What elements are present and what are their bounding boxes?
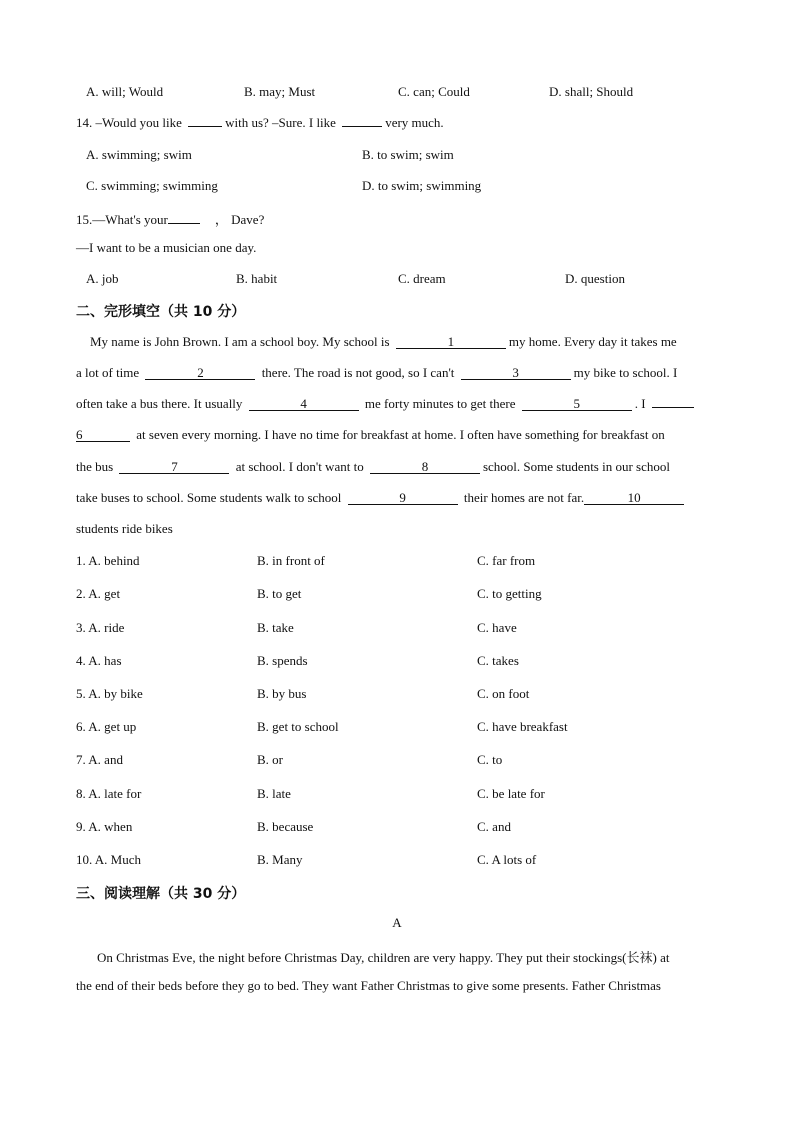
cloze-blank-3: 3 [461,366,571,380]
q13-option-d: D. shall; Should [549,84,634,99]
q14-blank-2 [342,126,382,127]
cloze-text: their homes are not far. [460,490,585,505]
cloze-q3-c: C. have [477,620,517,635]
cloze-q2-c: C. to getting [477,586,542,601]
q14-stem [76,115,444,131]
cloze-q6-a: 6. A. get up [76,719,137,734]
q15-blank [168,223,200,224]
cloze-q6-b: B. get to school [257,719,339,734]
cloze-line-2 [76,365,677,381]
cloze-line-3 [76,396,697,412]
cloze-q7-b: B. or [257,752,283,767]
cloze-text: my bike to school. I [573,365,678,380]
cloze-blank-10: 10 [584,491,684,505]
cloze-q3-b: B. take [257,620,294,635]
cloze-q9-c: C. and [477,819,511,834]
cloze-blank-6: 6 [76,428,130,442]
cloze-text: . I [634,396,649,411]
q14-option-a: A. swimming; swim [86,147,192,162]
q14-stem-b: with us? –Sure. I like [225,115,340,130]
q14-stem-a: 14. –Would you like [76,115,186,130]
cloze-q4-a: 4. A. has [76,653,122,668]
cloze-text: the bus [76,459,117,474]
q15-stem [76,209,264,228]
q15-option-c: C. dream [398,271,446,286]
cloze-text: my home. Every day it takes me [508,334,677,349]
cloze-q6-c: C. have breakfast [477,719,568,734]
q15-option-d: D. question [565,271,625,286]
q14-stem-c: very much. [385,115,444,130]
cloze-blank-6a [652,407,694,408]
cloze-q7-a: 7. A. and [76,752,123,767]
cloze-blank-9: 9 [348,491,458,505]
cloze-line-6 [76,490,687,506]
cloze-q9-a: 9. A. when [76,819,133,834]
cloze-text: take buses to school. Some students walk to school [76,490,345,505]
cloze-q8-c: C. be late for [477,786,545,801]
cloze-q1-b: B. in front of [257,553,325,568]
cloze-text: school. Some students in our school [482,459,670,474]
q15-line2: —I want to be a musician one day. [76,240,257,255]
cloze-text: a lot of time [76,365,143,380]
cloze-line-4 [76,427,665,443]
cloze-text: My name is John Brown. I am a school boy. My school is [90,334,393,349]
cloze-q1-c: C. far from [477,553,536,568]
cloze-blank-5: 5 [522,397,632,411]
cloze-text: me forty minutes to get there [361,396,519,411]
cloze-line-7: students ride bikes [76,521,173,536]
cloze-line-5 [76,459,670,475]
cloze-q5-c: C. on foot [477,686,530,701]
cloze-q5-a: 5. A. by bike [76,686,143,701]
cloze-q10-c: C. A lots of [477,852,537,867]
cloze-q8-a: 8. A. late for [76,786,142,801]
passage-line-2: the end of their beds before they go to bed. They want Father Christmas to give some presents. Father Christmas [76,978,661,993]
q15-stem-a: 15.—What's your [76,212,168,227]
q14-option-c: C. swimming; swimming [86,178,218,193]
cloze-q4-c: C. takes [477,653,519,668]
cloze-q9-b: B. because [257,819,314,834]
cloze-text: there. The road is not good, so I can't [258,365,458,380]
section3-title: 三、阅读理解（共 30 分） [76,886,246,902]
q13-option-b: B. may; Must [244,84,316,99]
passage-label: A [392,915,402,930]
cloze-text: at school. I don't want to [232,459,367,474]
cloze-q3-a: 3. A. ride [76,620,125,635]
passage-line-1: On Christmas Eve, the night before Christmas Day, children are very happy. They put their stockings(长袜) at [97,950,670,965]
q13-option-a: A. will; Would [86,84,164,99]
cloze-q10-b: B. Many [257,852,303,867]
cloze-blank-8: 8 [370,460,480,474]
q15-option-a: A. job [86,271,119,286]
q15-stem-b: ， Dave? [214,212,265,227]
q14-option-d: D. to swim; swimming [362,178,482,193]
q13-option-c: C. can; Could [398,84,470,99]
cloze-q1-a: 1. A. behind [76,553,140,568]
q14-option-b: B. to swim; swim [362,147,454,162]
cloze-q5-b: B. by bus [257,686,307,701]
cloze-blank-1: 1 [396,335,506,349]
q14-blank-1 [188,126,222,127]
cloze-q2-b: B. to get [257,586,302,601]
cloze-q4-b: B. spends [257,653,308,668]
cloze-text: often take a bus there. It usually [76,396,246,411]
cloze-blank-2: 2 [145,366,255,380]
q15-option-b: B. habit [236,271,278,286]
cloze-q8-b: B. late [257,786,291,801]
cloze-q10-a: 10. A. Much [76,852,141,867]
cloze-line-1 [90,334,677,350]
section2-title: 二、完形填空（共 10 分） [76,304,246,320]
cloze-q2-a: 2. A. get [76,586,121,601]
cloze-blank-7: 7 [119,460,229,474]
cloze-text: at seven every morning. I have no time for breakfast at home. I often have something for breakfast on [133,427,665,442]
cloze-q7-c: C. to [477,752,503,767]
cloze-blank-4: 4 [249,397,359,411]
